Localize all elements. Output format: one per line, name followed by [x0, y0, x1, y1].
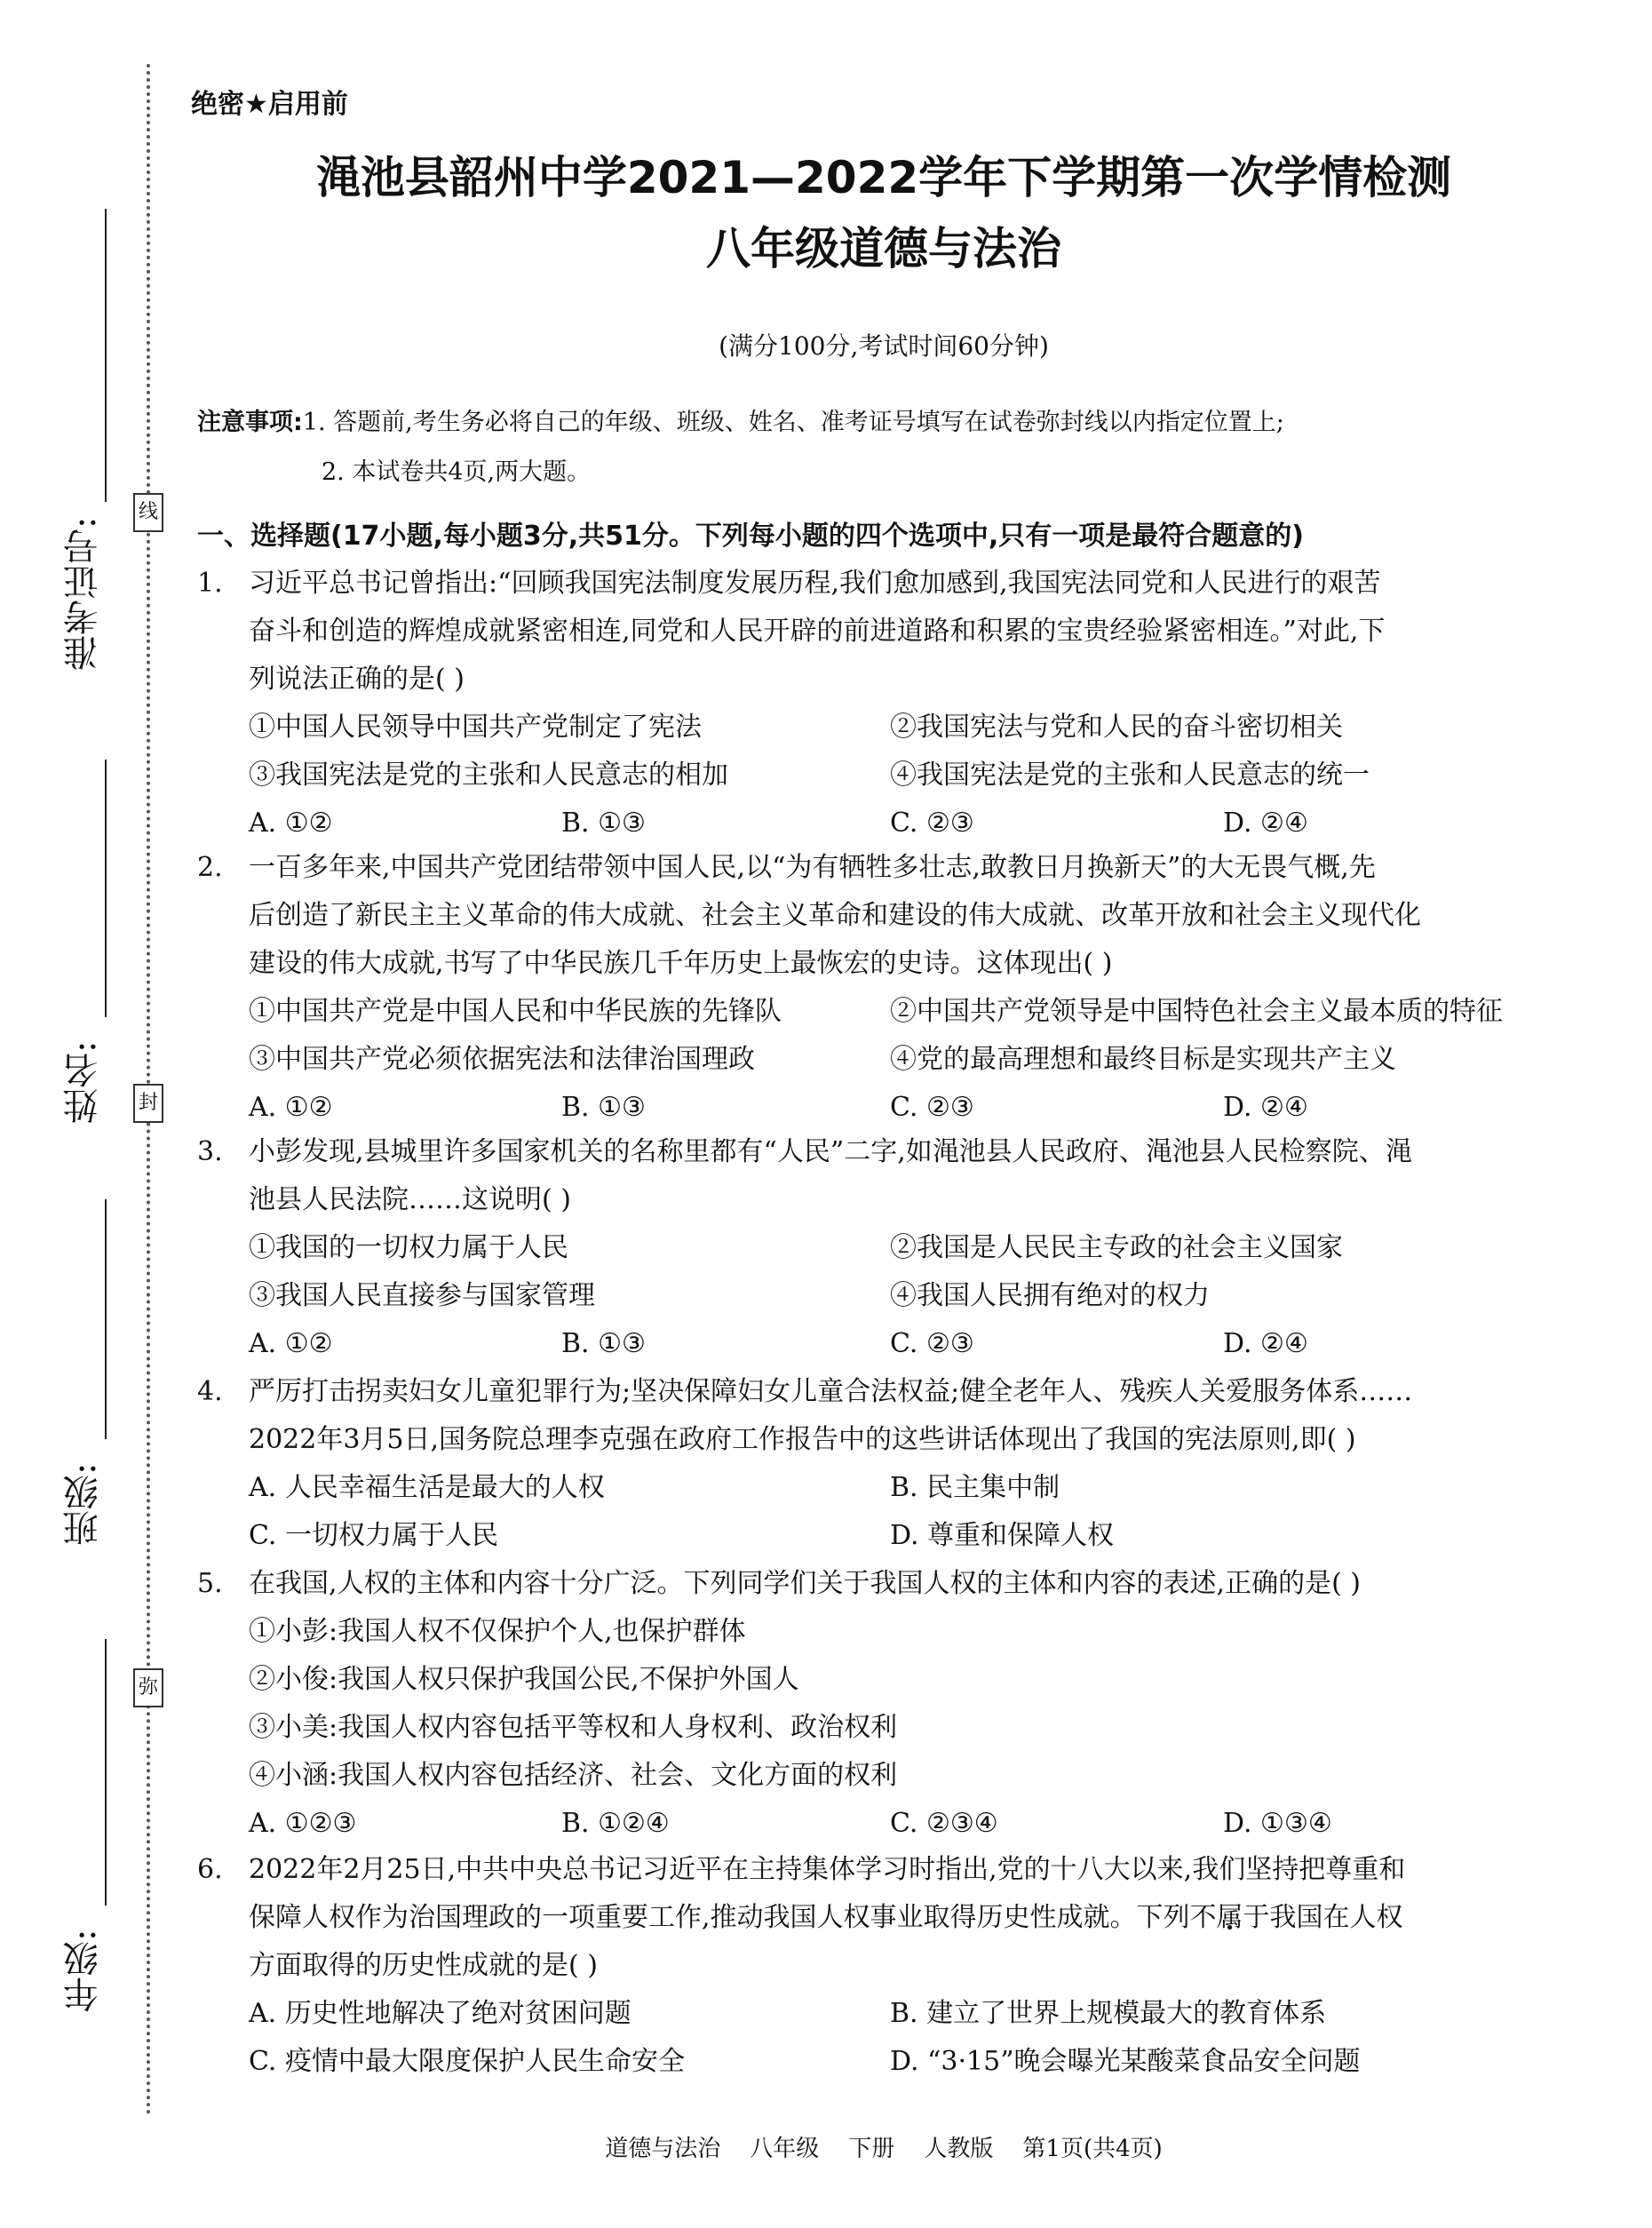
- question-6: [197, 1846, 1583, 2086]
- choice-d[interactable]: D. ②④: [1223, 1328, 1308, 1359]
- choice-a[interactable]: A. 历史性地解决了绝对贫困问题: [249, 1998, 631, 2029]
- choice-d[interactable]: D. ①③④: [1223, 1808, 1332, 1839]
- choice-c[interactable]: C. ②③④: [890, 1808, 998, 1839]
- statement-item: ③我国宪法是党的主张和人民意志的相加: [249, 760, 728, 791]
- question-stem-line: 奋斗和创造的辉煌成就紧密相连,同党和人民开辟的前进道路和积累的宝贵经验紧密相连。”对此,下: [249, 616, 1386, 647]
- question-stem-line: 小彭发现,县城里许多国家机关的名称里都有“人民”二字,如渑池县人民政府、渑池县人民检察院、渑: [249, 1136, 1412, 1167]
- question-stem-line: 一百多年来,中国共产党团结带领中国人民,以“为有牺牲多壮志,敢教日月换新天”的大无畏气概,先: [249, 852, 1376, 883]
- notice-item-1: 1. 答题前,考生务必将自己的年级、班级、姓名、准考证号填写在试卷弥封线以内指定位置上;: [302, 409, 1284, 436]
- class-line[interactable]: [105, 1199, 107, 1439]
- emphasized-text: 不属于: [1189, 1902, 1270, 1933]
- grade-line[interactable]: [105, 1639, 107, 1906]
- statement-item: ④我国宪法是党的主张和人民意志的统一: [890, 760, 1370, 791]
- exam-title: 渑池县韶州中学2021—2022学年下学期第一次学情检测: [315, 152, 1452, 203]
- choice-a[interactable]: A. ①②: [249, 808, 333, 839]
- choice-c[interactable]: C. 一切权力属于人民: [249, 1520, 498, 1551]
- statement-item: ①中国人民领导中国共产党制定了宪法: [249, 712, 702, 743]
- question-stem-line: 方面取得的历史性成就的是( ): [249, 1950, 598, 1981]
- choice-c[interactable]: C. ②③: [890, 1092, 974, 1123]
- question-4: [197, 1368, 1583, 1560]
- choice-b[interactable]: B. 民主集中制: [890, 1472, 1060, 1503]
- question-number: 4.: [197, 1376, 223, 1407]
- question-number: 2.: [197, 852, 223, 883]
- question-stem-line: 习近平总书记曾指出:“回顾我国宪法制度发展历程,我们愈加感到,我国宪法同党和人民进行的艰苦: [249, 568, 1381, 599]
- choice-c[interactable]: C. ②③: [890, 1328, 974, 1359]
- question-stem-line: 2022年3月5日,国务院总理李克强在政府工作报告中的这些讲话体现出了我国的宪法原则,即( ): [249, 1424, 1356, 1455]
- question-stem-line: 2022年2月25日,中共中央总书记习近平在主持集体学习时指出,党的十八大以来,我们坚持把尊重和: [249, 1854, 1406, 1885]
- class-label: 班级:: [63, 1462, 104, 1546]
- statement-item: ③小美:我国人权内容包括平等权和人身权利、政治权利: [249, 1712, 898, 1743]
- choice-b[interactable]: B. ①③: [561, 1328, 646, 1359]
- exam-number-line[interactable]: [105, 209, 107, 502]
- secret-label: 绝密★启用前: [191, 89, 348, 120]
- choice-d[interactable]: D. ②④: [1223, 808, 1308, 839]
- question-stem-line: 后创造了新民主主义革命的伟大成就、社会主义革命和建设的伟大成就、改革开放和社会主义现代化: [249, 900, 1421, 931]
- choice-d[interactable]: D. ②④: [1223, 1092, 1308, 1123]
- choice-a[interactable]: A. ①②: [249, 1092, 333, 1123]
- name-line[interactable]: [105, 760, 107, 1017]
- name-field[interactable]: [62, 760, 107, 1124]
- question-1: [197, 560, 1583, 847]
- notice-label: 注意事项:: [197, 409, 303, 436]
- statement-item: ②小俊:我国人权只保护我国公民,不保护外国人: [249, 1664, 799, 1695]
- choice-b[interactable]: B. ①②④: [561, 1808, 670, 1839]
- question-stem-line: [197, 1894, 1583, 1942]
- statement-item: ②中国共产党领导是中国特色社会主义最本质的特征: [890, 996, 1503, 1027]
- statement-item: ④小涵:我国人权内容包括经济、社会、文化方面的权利: [249, 1760, 898, 1791]
- statement-item: ④我国人民拥有绝对的权力: [890, 1280, 1210, 1311]
- choice-b[interactable]: B. ①③: [561, 1092, 646, 1123]
- seal-char-xian: 线: [133, 493, 163, 532]
- question-2: [197, 844, 1583, 1132]
- choice-a[interactable]: A. 人民幸福生活是最大的人权: [249, 1472, 605, 1503]
- statement-item: ④党的最高理想和最终目标是实现共产主义: [890, 1044, 1396, 1075]
- statement-item: ①中国共产党是中国人民和中华民族的先锋队: [249, 996, 782, 1027]
- notice-block: [197, 398, 1284, 497]
- question-5: [197, 1560, 1583, 1848]
- choice-c[interactable]: C. 疫情中最大限度保护人民生命安全: [249, 2046, 685, 2077]
- stem-text: 保障人权作为治国理政的一项重要工作,推动我国人权事业取得历史性成就。下列: [249, 1902, 1190, 1933]
- seal-char-feng: 封: [133, 1084, 163, 1123]
- statement-item: ③我国人民直接参与国家管理: [249, 1280, 595, 1311]
- grade-label: 年级:: [63, 1929, 104, 2012]
- question-3: [197, 1128, 1583, 1368]
- statement-item: ②我国宪法与党和人民的奋斗密切相关: [890, 712, 1343, 743]
- question-stem-line: 在我国,人权的主体和内容十分广泛。下列同学们关于我国人权的主体和内容的表述,正确的是( ): [249, 1568, 1362, 1599]
- choice-a[interactable]: A. ①②③: [249, 1808, 357, 1839]
- exam-number-field[interactable]: [62, 209, 107, 671]
- notice-item-2: 2. 本试卷共4页,两大题。: [322, 458, 592, 486]
- question-number: 3.: [197, 1136, 223, 1167]
- statement-item: ①小彭:我国人权不仅保护个人,也保护群体: [249, 1616, 746, 1647]
- statement-item: ②我国是人民民主专政的社会主义国家: [890, 1232, 1343, 1263]
- class-field[interactable]: [62, 1199, 107, 1546]
- choice-d[interactable]: D. 尊重和保障人权: [890, 1520, 1115, 1551]
- question-number: 1.: [197, 568, 223, 599]
- question-stem-line: 严厉打击拐卖妇女儿童犯罪行为;坚决保障妇女儿童合法权益;健全老年人、残疾人关爱服务体系……: [249, 1376, 1413, 1407]
- section-heading-choice: 一、选择题(17小题,每小题3分,共51分。下列每小题的四个选项中,只有一项是最符合题意的): [197, 521, 1304, 552]
- exam-subtitle: 八年级道德与法治: [706, 223, 1061, 275]
- choice-b[interactable]: B. ①③: [561, 808, 646, 839]
- seal-char-mi: 弥: [133, 1668, 163, 1707]
- grade-field[interactable]: [62, 1639, 107, 2012]
- statement-item: ①我国的一切权力属于人民: [249, 1232, 568, 1263]
- choice-d[interactable]: D. “3·15”晚会曝光某酸菜食品安全问题: [890, 2046, 1361, 2077]
- choice-a[interactable]: A. ①②: [249, 1328, 333, 1359]
- name-label: 姓名:: [63, 1040, 104, 1124]
- exam-number-label: 准考证号:: [63, 516, 104, 671]
- choice-c[interactable]: C. ②③: [890, 808, 974, 839]
- stem-text: 我国在人权: [1269, 1902, 1403, 1933]
- score-time-note: (满分100分,考试时间60分钟): [719, 331, 1049, 361]
- question-stem-line: 池县人民法院……这说明( ): [249, 1184, 571, 1215]
- question-number: 6.: [197, 1854, 223, 1885]
- question-stem-line: 列说法正确的是( ): [249, 664, 465, 695]
- statement-item: ③中国共产党必须依据宪法和法律治国理政: [249, 1044, 755, 1075]
- question-number: 5.: [197, 1568, 223, 1599]
- question-stem-line: 建设的伟大成就,书写了中华民族几千年历史上最恢宏的史诗。这体现出( ): [249, 948, 1113, 979]
- choice-b[interactable]: B. 建立了世界上规模最大的教育体系: [890, 1998, 1327, 2029]
- page-footer: 道德与法治 八年级 下册 人教版 第1页(共4页): [605, 2136, 1163, 2162]
